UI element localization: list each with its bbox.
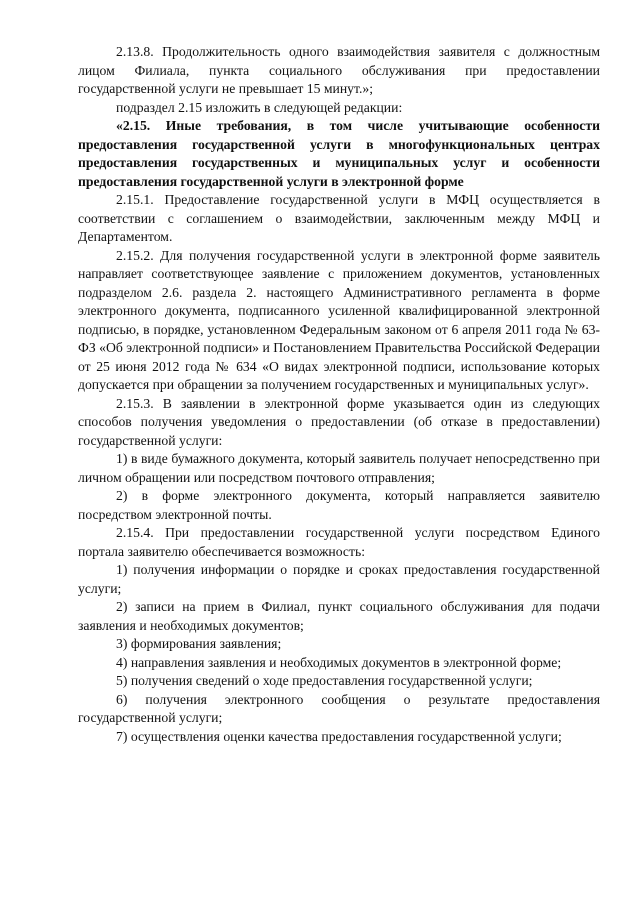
- section-heading-2-15: «2.15. Иные требования, в том числе учитывающие особенности предоставления государственной услуги в многофункциональных центрах предоставления государственных и муниципальных услуг и особенности предоставления государственной услуги в электронной форме: [78, 118, 600, 189]
- list-item-2-15-4-2: 2) записи на прием в Филиал, пункт социального обслуживания для подачи заявления и необходимых документов;: [78, 599, 600, 633]
- list-item-2-15-4-3: 3) формирования заявления;: [116, 636, 282, 651]
- list-item-2-15-4-6: 6) получения электронного сообщения о результате предоставления государственной услуги;: [78, 691, 600, 725]
- paragraph-2-15-1: 2.15.1. Предоставление государственной услуги в МФЦ осуществляется в соответствии с соглашением о взаимодействии, заключенным между МФЦ и Департаментом.: [78, 192, 600, 244]
- paragraph-2-15-3: 2.15.3. В заявлении в электронной форме указывается один из следующих способов получения уведомления о предоставлении (об отказе в предоставлении) государственной услуги:: [78, 395, 600, 448]
- document-page: [78, 43, 600, 746]
- list-item-2-15-3-1: 1) в виде бумажного документа, который заявитель получает непосредственно при личном обращении или посредством почтового отправления;: [78, 451, 600, 485]
- paragraph-2-15-2: 2.15.2. Для получения государственной услуги в электронной форме заявитель направляет соответствующее заявление с приложением документов, установленных подразделом 2.6. раздела 2. настоящего Административного регламента в форме электронного документа, подписанного усиленной квалифицированной электронной подписью, в порядке, установленном Федеральным законом от 6 апреля 2011 года № 63-ФЗ «Об электронной подписи» и Постановлением Правительства Российской Федерации от 25 июня 2012 года № 634 «О видах электронной подписи, использование которых допускается при обращении за получением государственных и муниципальных услуг».: [78, 247, 600, 392]
- list-item-2-15-4-1: 1) получения информации о порядке и сроках предоставления государственной услуги;: [78, 562, 600, 596]
- paragraph-amendment-intro: подраздел 2.15 изложить в следующей редакции:: [116, 99, 403, 115]
- list-item-2-15-4-7: 7) осуществления оценки качества предоставления государственной услуги;: [116, 728, 562, 744]
- list-item-2-15-3-2: 2) в форме электронного документа, который направляется заявителю посредством электронной почты.: [78, 488, 600, 522]
- list-item-2-15-4-5: 5) получения сведений о ходе предоставления государственной услуги;: [116, 673, 533, 688]
- paragraph-2-13-8: 2.13.8. Продолжительность одного взаимодействия заявителя с должностным лицом Филиала, пункта социального обслуживания при предоставлении государственной услуги не превышает 15 минут.»;: [78, 44, 600, 96]
- list-item-2-15-4-4: 4) направления заявления и необходимых документов в электронной форме;: [116, 654, 562, 670]
- paragraph-2-15-4: 2.15.4. При предоставлении государственной услуги посредством Единого портала заявителю обеспечивается возможность:: [78, 525, 600, 559]
